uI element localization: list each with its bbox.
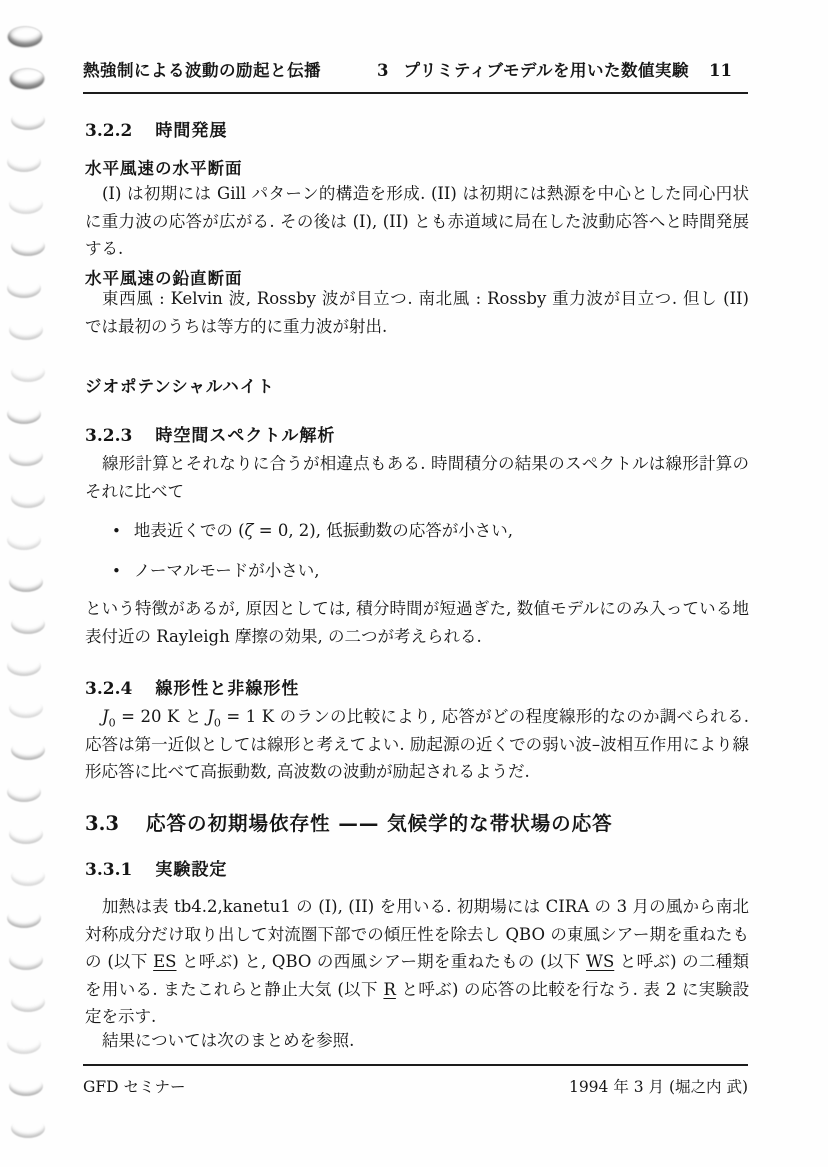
bullet-text: ノーマルモードが小さい, (133, 561, 320, 580)
binding-hole (11, 488, 45, 508)
page-header (83, 57, 748, 94)
page-footer (83, 1064, 748, 1097)
subheading-vertical-section: 水平風速の鉛直断面 (85, 269, 243, 288)
binding-hole (7, 782, 41, 802)
binding-hole (9, 572, 43, 592)
run-label-ws: WS (586, 952, 615, 971)
math-subscript: 0 (108, 716, 116, 730)
heading-title: 時空間スペクトル解析 (155, 426, 336, 446)
heading-title: 線形性と非線形性 (155, 679, 300, 699)
math-subscript: 0 (213, 716, 221, 730)
binding-hole (7, 1034, 41, 1054)
binding-hole (9, 1076, 43, 1096)
bullet-icon: • (112, 522, 121, 540)
binding-hole (7, 26, 43, 48)
footer-date-author: 1994 年 3 月 (堀之内 武) (568, 1078, 748, 1096)
binding-hole (9, 68, 45, 90)
zeta-symbol: ζ (244, 521, 254, 540)
binding-hole (11, 236, 45, 256)
paragraph: 線形計算とそれなりに合うが相違点もある. 時間積分の結果のスペクトルは線形計算のそれに比べて (85, 454, 749, 501)
binding-hole (7, 404, 41, 424)
heading-3-2-3 (85, 421, 749, 446)
paragraph: 東西風 : Kelvin 波, Rossby 波が目立つ. 南北風 : Rossby 重力波が目立つ. 但し (II) では最初のうちは等方的に重力波が射出. (85, 289, 749, 336)
heading-number: 3.3.1 (85, 860, 133, 880)
binding-hole (11, 740, 45, 760)
binding-hole (7, 278, 41, 298)
footer-seminar-name: GFD セミナー (83, 1078, 186, 1096)
heading-title: 時間発展 (155, 121, 228, 141)
run-label-es: ES (153, 952, 177, 971)
math-J: J (207, 707, 214, 726)
running-title: 熱強制による波動の励起と伝播 (83, 61, 321, 80)
spiral-binding-holes (0, 0, 60, 1167)
binding-hole (7, 908, 41, 928)
heading-title: 応答の初期場依存性 —— 気候学的な帯状場の応答 (146, 812, 613, 835)
binding-hole (11, 614, 45, 634)
heading-number: 3.3 (85, 812, 119, 835)
heading-number: 3.2.4 (85, 679, 133, 699)
binding-hole (7, 530, 41, 550)
paragraph: $J_0 = 20$ K と $J_0 = 1$ K のランの比較により, 応答がどの程度線形的なのか調べられる. 応答は第一近似としては線形と考えてよい. 励起源の近くでの弱い波–波相互作用により線形応答に比べて高振動数, 高波数の波動が励起されるようだ. (85, 707, 749, 781)
list-item (112, 517, 712, 546)
binding-hole (9, 320, 43, 340)
paragraph: 加熱は表 tb4.2,kanetu1 の (I), (II) を用いる. 初期場には CIRA の 3 月の風から南北対称成分だけ取り出して対流圏下部での傾圧性を除去し QBO の東風シアー期を重ねたもの (以下 ES と呼ぶ) と, QBO の西風シアー期を重ねたもの (以下 WS と呼ぶ) の二種類を用いる. またこれらと静止大気 (以下 R と呼ぶ) の応答の比較を行なう. 表 2 に実験設定を示す. (85, 897, 749, 1026)
list-item (112, 557, 712, 586)
binding-hole (9, 194, 43, 214)
paragraph: という特徴があるが, 原因としては, 積分時間が短過ぎた, 数値モデルにのみ入っている地表付近の Rayleigh 摩擦の効果, の二つが考えられる. (85, 599, 749, 646)
binding-hole (9, 824, 43, 844)
heading-number: 3.2.3 (85, 426, 133, 446)
binding-hole (11, 992, 45, 1012)
binding-hole (11, 866, 45, 886)
binding-hole (9, 446, 43, 466)
paragraph: (I) は初期には Gill パターン的構造を形成. (II) は初期には熱源を中心とした同心円状に重力波の応答が広がる. その後は (I), (II) とも赤道域に局在した波動応答へと時間発展する. (85, 184, 749, 258)
run-label-r: R (383, 979, 396, 999)
section-number: 3 (377, 61, 389, 80)
binding-hole (11, 110, 45, 130)
subheading-geopotential-height: ジオポテンシャルハイト (85, 377, 275, 396)
binding-hole (11, 362, 45, 382)
bullet-icon: • (112, 562, 121, 580)
binding-hole (7, 152, 41, 172)
section-heading: プリミティブモデルを用いた数値実験 (403, 61, 690, 80)
heading-3-2-4 (85, 674, 749, 699)
binding-hole (9, 698, 43, 718)
paragraph: 結果については次のまとめを参照. (102, 1031, 355, 1050)
heading-title: 実験設定 (155, 860, 228, 880)
running-section (377, 57, 748, 81)
heading-3-3 (85, 808, 749, 836)
heading-3-2-2 (85, 116, 749, 141)
bullet-text: 地表近くでの (ζ = 0, 2), 低振動数の応答が小さい, (133, 521, 513, 540)
subheading-horizontal-section: 水平風速の水平断面 (85, 159, 243, 178)
binding-hole (9, 950, 43, 970)
binding-hole (11, 1118, 45, 1138)
heading-number: 3.2.2 (85, 121, 133, 141)
page-number: 11 (709, 61, 732, 80)
math-J: J (102, 707, 109, 726)
binding-hole (7, 656, 41, 676)
heading-3-3-1 (85, 855, 749, 880)
